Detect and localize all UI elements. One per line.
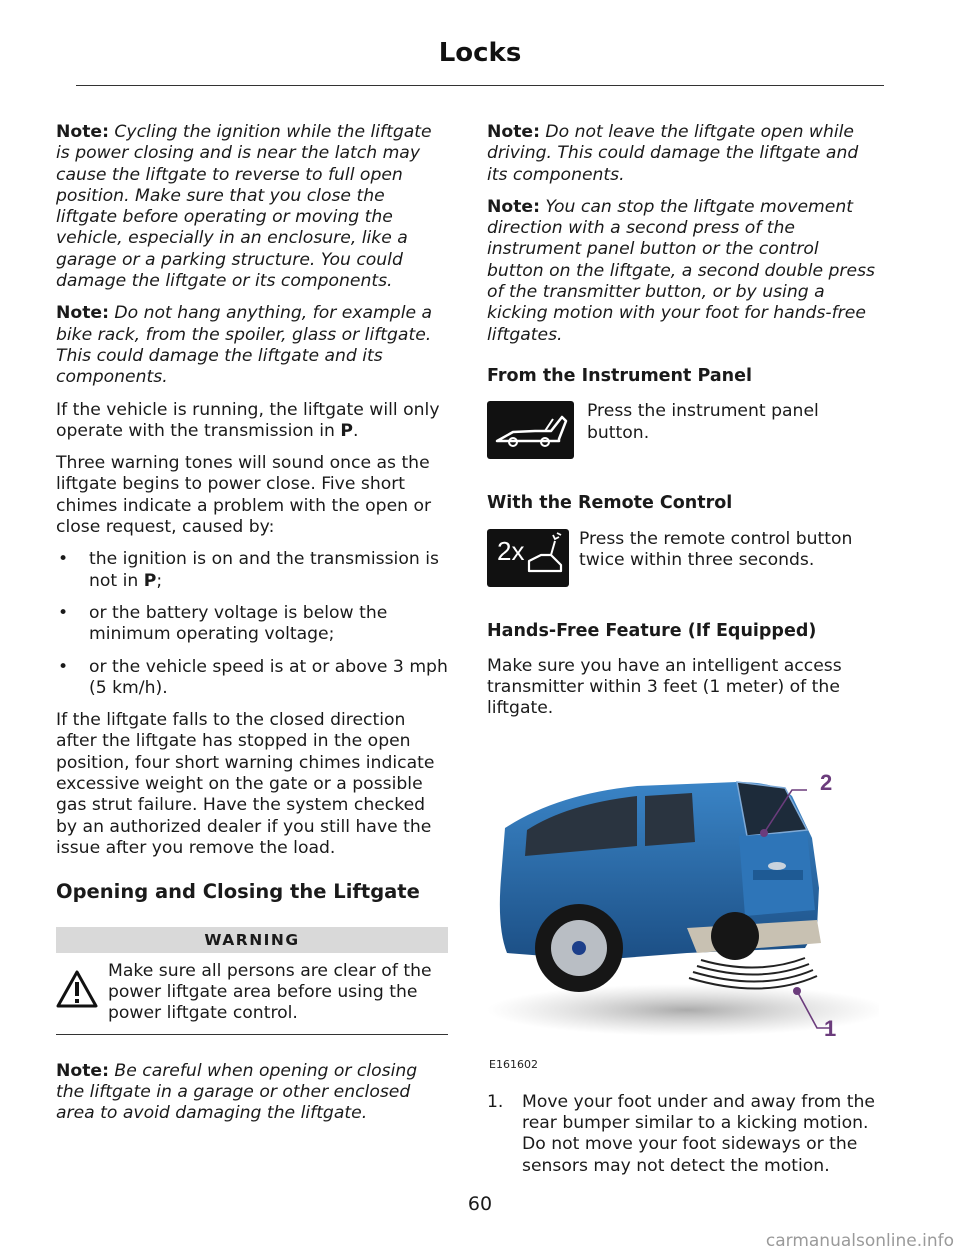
double-press-label: 2x: [497, 535, 525, 566]
text-run: ;: [156, 570, 163, 591]
list-item: [56, 603, 448, 646]
note-paragraph: [56, 122, 448, 292]
note-paragraph: [56, 303, 448, 388]
note-paragraph: [56, 1061, 448, 1125]
bullet-dot: •: [58, 602, 69, 623]
note-label: Note:: [56, 122, 109, 142]
note-label: Note:: [487, 122, 540, 142]
list-item: [487, 1092, 879, 1177]
step-text: Move your foot under and away from the rear bumper similar to a kicking motion. Do not move your foot sideways or the sensors may not detect the motion.: [522, 1091, 875, 1176]
callout-number: 2: [820, 769, 833, 795]
liftgate-open-icon: [487, 529, 569, 587]
text-run: .: [352, 420, 359, 441]
remote-button-icon: [487, 529, 569, 587]
left-column: [56, 122, 448, 1135]
remote-control-row: [487, 529, 879, 599]
warning-text: Make sure all persons are clear of the power liftgate area before using the power liftgate control.: [108, 960, 432, 1024]
body-paragraph: Three warning tones will sound once as the liftgate begins to power close. Five short chimes indicate a problem with the open or close request, caused by:: [56, 453, 432, 538]
warning-banner: WARNING: [56, 927, 448, 953]
note-paragraph: [487, 197, 879, 346]
section-heading: Opening and Closing the Liftgate: [56, 880, 420, 904]
bullet-list: [56, 549, 448, 699]
note-text: Do not hang anything, for example a bike rack, from the spoiler, glass or liftgate. This could damage the liftgate and its components.: [56, 303, 433, 388]
page-number: 60: [467, 1193, 493, 1215]
warning-divider: [56, 1034, 448, 1035]
note-text: Cycling the ignition while the liftgate is power closing and is near the latch may cause the liftgate to reverse to full open position. Make sure that you close the liftgate before operating or moving the vehicle, especially in an enclosure, like a garage or a parking structure. You could damage the liftgate or its components.: [56, 122, 432, 292]
instrument-panel-row: [487, 401, 879, 471]
right-column: [487, 122, 879, 1177]
page-title: Locks: [438, 38, 522, 68]
body-paragraph: If the liftgate falls to the closed direction after the liftgate has stopped in the open position, four short warning chimes indicate excessive weight on the gate or a possible gas strut failure. Have the system checked by an authorized dealer if you still have the issue after you remove the load.: [56, 710, 435, 858]
note-label: Note:: [56, 1060, 109, 1081]
note-label: Note:: [56, 303, 109, 324]
step-number: 1.: [487, 1091, 504, 1112]
car-liftgate-icon: [487, 401, 574, 459]
note-paragraph: [487, 122, 879, 186]
note-text: You can stop the liftgate movement direction with a second press of the instrument panel button or the control button on the liftgate, a second double press of the transmitter button, or by using a kicking motion with your foot for hands-free liftgates.: [487, 196, 875, 345]
warning-box: [56, 961, 448, 1025]
list-item-text: or the vehicle speed is at or above 3 mph (5 km/h).: [89, 656, 448, 698]
subsection-heading: From the Instrument Panel: [487, 365, 752, 386]
subsection-heading: Hands-Free Feature (If Equipped): [487, 620, 817, 641]
note-text: Be careful when opening or closing the liftgate in a garage or other enclosed area to avoid damaging the liftgate.: [56, 1060, 418, 1124]
text-run: If the vehicle is running, the liftgate will only operate with the transmission in: [56, 399, 440, 441]
gear-letter: P: [340, 420, 353, 441]
bullet-dot: •: [58, 656, 69, 677]
figure-code: E161602: [489, 1058, 538, 1072]
subsection-heading: With the Remote Control: [487, 493, 733, 514]
text-run: the ignition is on and the transmission is not in: [89, 549, 439, 591]
callout-number: 1: [824, 1015, 837, 1041]
list-item: [56, 549, 448, 592]
body-paragraph: Make sure you have an intelligent access transmitter within 3 feet (1 meter) of the liftgate.: [487, 655, 842, 719]
bullet-dot: •: [58, 549, 69, 570]
steps-list: [487, 1092, 879, 1177]
instruction-text: Press the remote control button twice within three seconds.: [579, 528, 853, 570]
gear-letter: P: [143, 570, 157, 591]
list-item: [56, 657, 448, 700]
body-paragraph: [56, 400, 448, 443]
note-label: Note:: [487, 196, 540, 217]
list-item-text: or the battery voltage is below the minimum operating voltage;: [89, 602, 388, 645]
liftgate-button-icon: [487, 401, 574, 459]
note-text: Do not leave the liftgate open while driving. This could damage the liftgate and its components.: [487, 122, 859, 185]
header-divider: [76, 85, 884, 86]
hands-free-illustration: [487, 738, 879, 1078]
warning-triangle-icon: [56, 969, 98, 1009]
site-watermark[interactable]: carmanualsonline.info: [765, 1231, 954, 1251]
instruction-text: Press the instrument panel button.: [587, 401, 819, 443]
